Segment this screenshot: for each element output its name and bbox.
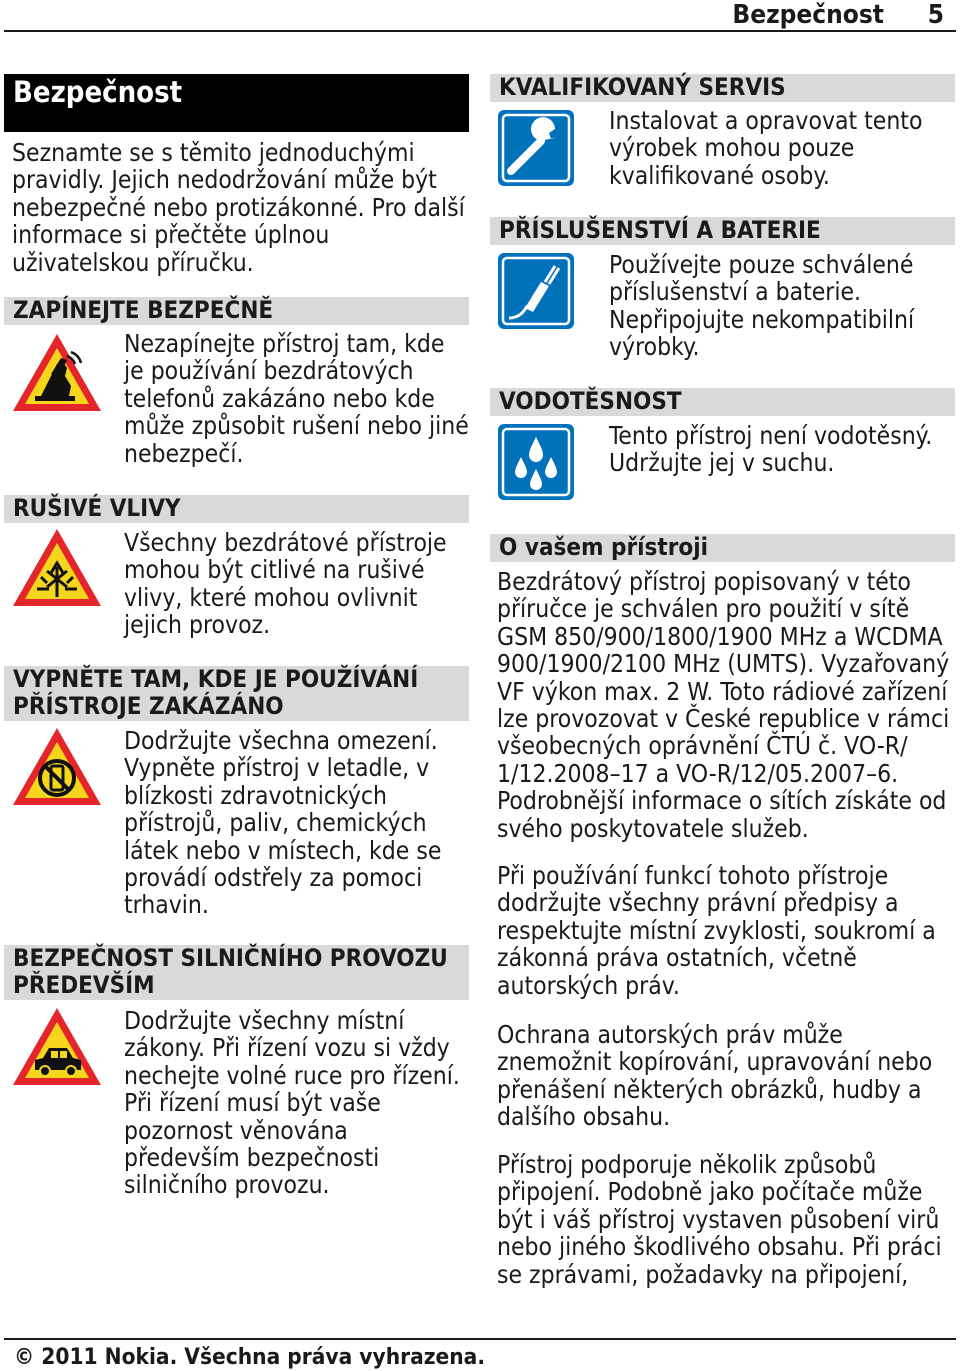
section-title: Bezpečnost [4,74,469,132]
section-heading-text: O vašem přístroji [499,533,708,561]
water-drops-icon [497,423,575,501]
running-header-title: Bezpečnost [732,0,884,30]
section-heading-line-2: PŘEDEVŠÍM [13,971,155,999]
hand-phone-warning-icon [11,332,103,414]
section-heading-switch-on-safely [4,297,469,325]
section-heading-qualified-service [490,74,955,102]
header-rule [4,30,956,32]
about-paragraph-1: Bezdrátový přístroj popisovaný v této příručce je schválen pro použití v sítě GSM 850/900/1800/1900 MHz a WCDMA 900/1900/2100 MHz (UMTS). Vyzařovaný VF výkon max. 2 W. Toto rádiové zařízení lze provozovat v České republice v rámci všeobecných oprávnění ČTÚ č. VO-R/ 1/12.2008–17 a VO-R/12/05.2007–6. Podrobnější informace o sítích získáte od svého poskytovatele služeb. [497,567,950,843]
section-heading-line-2: PŘÍSTROJE ZAKÁZÁNO [13,692,284,720]
accessories-text: Používejte pouze schválené příslušenství a baterie. Nepřipojujte nekompatibilní výrobky. [609,250,915,362]
section-heading-text: VODOTĚSNOST [499,387,682,415]
section-heading-accessories [490,217,955,245]
section-heading-text: RUŠIVÉ VLIVY [13,494,181,522]
section-heading-road-safety [4,945,469,1000]
wrench-icon [497,109,575,187]
about-paragraph-3: Ochrana autorských práv může znemožnit kopírování, upravování nebo přenášení některých obrázků, hudby a dalšího obsahu. [497,1020,933,1132]
road-safety-text: Dodržujte všechny místní zákony. Při řízení vozu si vždy nechejte volné ruce pro řízení. Při řízení musí být vaše pozornost věnována především bezpečnosti silničního provozu. [124,1006,460,1200]
qualified-service-text: Instalovat a opravovat tento výrobek mohou pouze kvalifikované osoby. [609,106,923,190]
switch-on-safely-text: Nezapínejte přístroj tam, kde je používání bezdrátových telefonů zakázáno nebo kde může způsobit rušení nebo jiné nebezpečí. [124,329,469,468]
about-paragraph-2: Při používání funkcí tohoto přístroje dodržujte všechny právní předpisy a respektujte místní zvyklosti, soukromí a zákonná práva ostatních, včetně autorských práv. [497,861,936,1000]
section-heading-interference [4,495,469,523]
connector-icon [497,252,575,330]
switch-off-text: Dodržujte všechna omezení. Vypněte přístroj v letadle, v blízkosti zdravotnických přístrojů, paliv, chemických látek nebo v místech, kde se provádí odstřely za pomoci trhavin. [124,726,442,920]
section-heading-switch-off [4,666,469,721]
section-heading-text: ZAPÍNEJTE BEZPEČNĚ [13,296,274,324]
footer-rule [4,1338,956,1340]
section-heading-about-device [490,534,955,562]
page-number: 5 [927,0,944,30]
intro-paragraph: Seznamte se s těmito jednoduchými pravidly. Jejich nedodržování může být nebezpečné nebo protizákonné. Pro další informace si přečtěte úplnou uživatelskou příručku. [12,138,465,277]
water-resistance-text: Tento přístroj není vodotěsný. Udržujte jej v suchu. [609,421,933,478]
car-warning-icon [11,1006,103,1088]
about-paragraph-4: Přístroj podporuje několik způsobů připojení. Podobně jako počítače může být i váš přístroj vystaven působení virů nebo jiného škodlivého obsahu. Při práci se zprávami, požadavky na připojení, [497,1150,942,1289]
interference-warning-icon [11,527,103,609]
interference-text: Všechny bezdrátové přístroje mohou být citlivé na rušivé vlivy, které mohou ovlivnit jejich provoz. [124,528,447,640]
copyright-footer: © 2011 Nokia. Všechna práva vyhrazena. [14,1344,486,1370]
no-phone-warning-icon [11,726,103,808]
section-heading-text: KVALIFIKOVANÝ SERVIS [499,73,786,101]
section-heading-text: PŘÍSLUŠENSTVÍ A BATERIE [499,216,821,244]
section-heading-line-1: BEZPEČNOST SILNIČNÍHO PROVOZU [13,944,448,972]
section-heading-water-resistance [490,388,955,416]
section-heading-line-1: VYPNĚTE TAM, KDE JE POUŽÍVÁNÍ [13,665,419,693]
